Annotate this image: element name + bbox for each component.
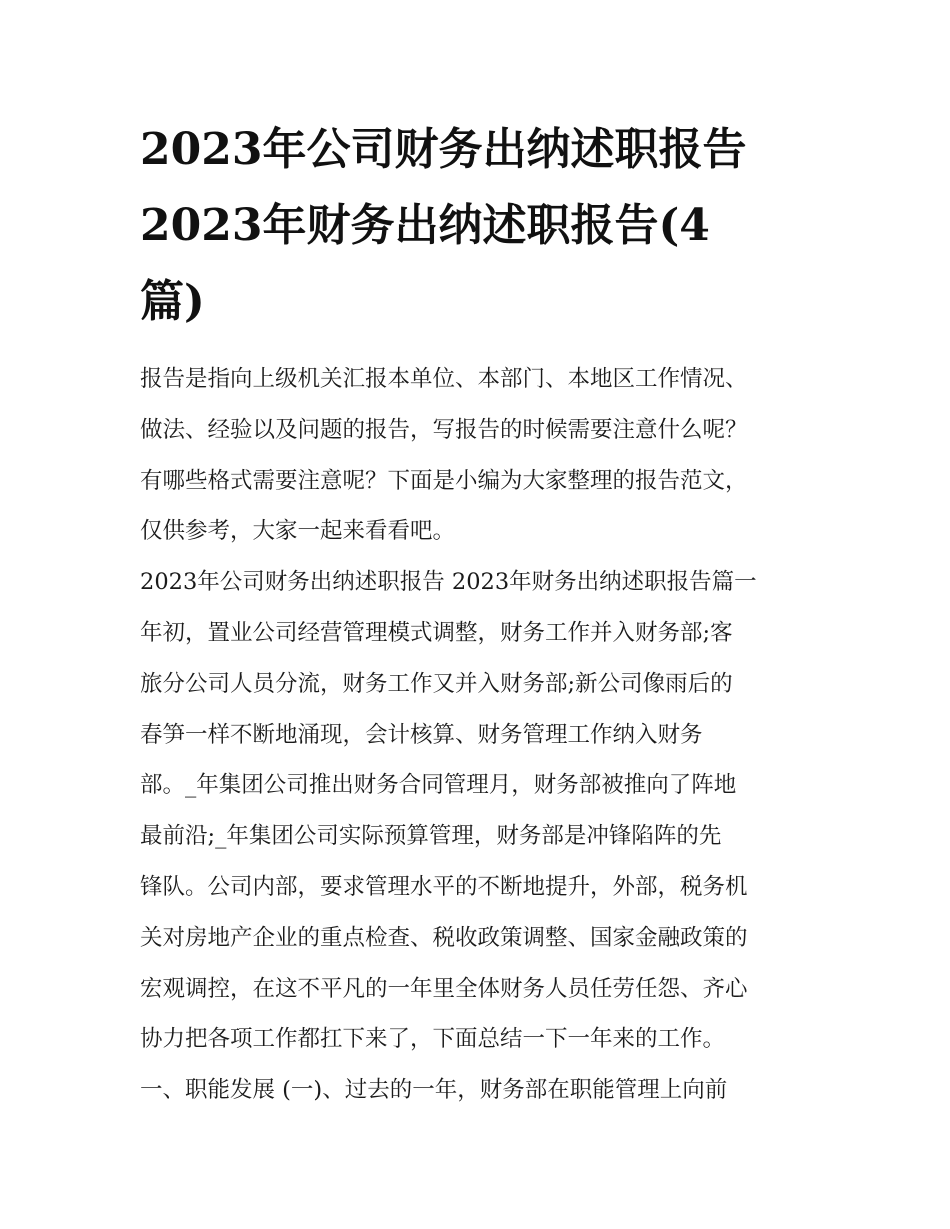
text-line: 关对房地产企业的重点检查、税收政策调整、国家金融政策的 — [140, 924, 748, 951]
title-line: 2023年公司财务出纳述职报告 — [140, 124, 747, 175]
document-page — [140, 112, 815, 1116]
title-line: 2023年财务出纳述职报告(4 — [140, 200, 710, 251]
text-line: 最前沿;_年集团公司实际预算管理，财务部是冲锋陷阵的先 — [140, 823, 722, 850]
text-line: 锋队。公司内部，要求管理水平的不断地提升，外部，税务机 — [140, 873, 748, 900]
text-line: 部。_年集团公司推出财务合同管理月，财务部被推向了阵地 — [140, 772, 737, 799]
text-line: 报告是指向上级机关汇报本单位、本部门、本地区工作情况、 — [140, 366, 748, 392]
text-line: 宏观调控，在这不平凡的一年里全体财务人员任劳任怨、齐心 — [140, 975, 748, 1002]
text-line: 协力把各项工作都扛下来了，下面总结一下一年来的工作。 — [140, 1026, 726, 1053]
text-line: 仅供参考，大家一起来看看吧。 — [140, 518, 456, 545]
title-line: 篇) — [140, 276, 205, 327]
text-line: 做法、经验以及问题的报告，写报告的时候需要注意什么呢？ — [140, 416, 748, 443]
text-line: 春笋一样不断地涌现，会计核算、财务管理工作纳入财务 — [140, 721, 703, 748]
text-line: 一、职能发展 (一)、过去的一年，财务部在职能管理上向前 — [140, 1077, 728, 1104]
intro-paragraph — [140, 354, 815, 557]
document-title — [140, 112, 815, 340]
text-line: 2023年公司财务出纳述职报告 2023年财务出纳述职报告篇一 — [140, 569, 757, 596]
text-line: 年初，置业公司经营管理模式调整，财务工作并入财务部;客 — [140, 619, 733, 646]
text-line: 旅分公司人员分流，财务工作又并入财务部;新公司像雨后的 — [140, 670, 733, 697]
text-line: 有哪些格式需要注意呢？下面是小编为大家整理的报告范文， — [140, 467, 748, 494]
body-paragraph — [140, 557, 815, 1116]
